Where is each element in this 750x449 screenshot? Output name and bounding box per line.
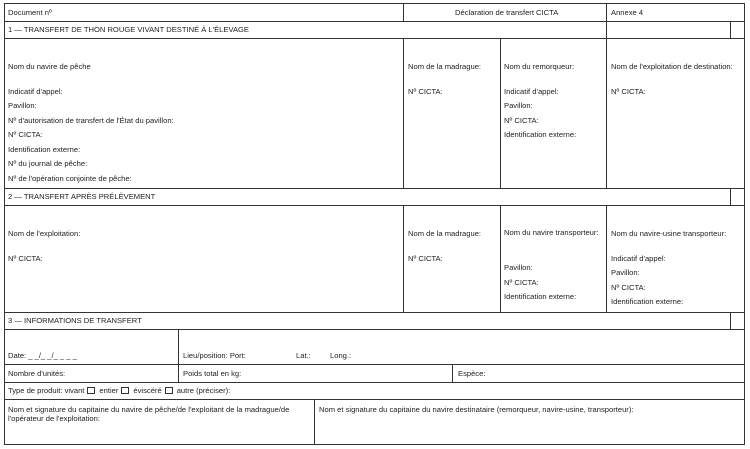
rule — [314, 399, 315, 445]
annex-label: Annexe 4 — [611, 8, 644, 17]
rule — [606, 3, 607, 38]
product-type-label: Type de produit: vivant — [8, 386, 85, 395]
iccat-number-label: Nº CICTA: — [8, 130, 43, 139]
transfer-date-field[interactable]: Date: _ _/_ _/_ _ _ _ — [8, 351, 77, 360]
rule — [4, 205, 745, 206]
live-checkbox[interactable] — [87, 387, 95, 394]
rule — [4, 188, 745, 189]
whole-option-label: entier — [99, 386, 119, 395]
rule — [730, 312, 731, 329]
number-of-units-field[interactable]: Nombre d'unités: — [8, 369, 66, 378]
trap-name-label: Nom de la madrague: — [408, 62, 482, 71]
gutted-checkbox[interactable] — [165, 387, 173, 394]
destination-farm-iccat-label: Nº CICTA: — [611, 87, 646, 96]
call-sign-label: Indicatif d'appel: — [8, 87, 63, 96]
section-2-heading: 2 — TRANSFERT APRÈS PRÉLÈVEMENT — [8, 192, 156, 201]
rule — [4, 329, 745, 330]
rule — [4, 382, 745, 383]
carrier-external-id-label: Identification externe: — [504, 292, 577, 301]
rule — [4, 21, 745, 22]
rule — [606, 38, 607, 188]
trap-iccat-label: Nº CICTA: — [408, 254, 443, 263]
joint-operation-label: Nº de l'opération conjointe de pêche: — [8, 174, 132, 183]
form-title: Déclaration de transfert CICTA — [455, 8, 559, 17]
vessel-name-label: Nom du navire de pêche — [8, 62, 91, 71]
trap-name-label: Nom de la madrague: — [408, 229, 482, 238]
product-type-row — [8, 386, 230, 395]
farm-iccat-label: Nº CICTA: — [8, 254, 43, 263]
logbook-number-label: Nº du journal de pêche: — [8, 159, 88, 168]
tug-name-label: Nom du remorqueur: — [504, 62, 575, 71]
factory-flag-label: Pavillon: — [611, 268, 640, 277]
rule — [4, 38, 745, 39]
sender-signature-field[interactable]: Nom et signature du capitaine du navire de pêche/de l'exploitant de la madrague/de l'opérateur de l'exploitation: — [8, 405, 290, 423]
whole-checkbox[interactable] — [121, 387, 129, 394]
other-option-label: autre (préciser): — [176, 386, 231, 395]
flag-label: Pavillon: — [8, 101, 37, 110]
carrier-flag-label: Pavillon: — [504, 263, 533, 272]
tug-call-sign-label: Indicatif d'appel: — [504, 87, 559, 96]
factory-external-id-label: Identification externe: — [611, 297, 684, 306]
receiver-signature-field[interactable]: Nom et signature du capitaine du navire destinataire (remorqueur, navire-usine, transporteur): — [319, 405, 634, 414]
longitude-field[interactable]: Long.: — [330, 351, 352, 360]
rule — [500, 38, 501, 188]
destination-farm-label: Nom de l'exploitation de destination: — [611, 62, 733, 71]
rule — [403, 3, 404, 21]
trap-iccat-label: Nº CICTA: — [408, 87, 443, 96]
external-id-label: Identification externe: — [8, 145, 81, 154]
tug-external-id-label: Identification externe: — [504, 130, 577, 139]
rule — [4, 364, 745, 365]
rule — [606, 205, 607, 312]
rule — [452, 364, 453, 382]
tug-iccat-label: Nº CICTA: — [504, 116, 539, 125]
rule — [4, 312, 745, 313]
factory-vessel-label: Nom du navire-usine transporteur: — [611, 229, 727, 238]
section-3-heading: 3 — INFORMATIONS DE TRANSFERT — [8, 316, 142, 325]
document-number-label: Document nº — [8, 8, 52, 17]
flag-authorization-label: Nº d'autorisation de transfert de l'État du pavillon: — [8, 116, 174, 125]
carrier-vessel-label: Nom du navire transporteur: — [504, 228, 599, 237]
tug-flag-label: Pavillon: — [504, 101, 533, 110]
farm-name-label: Nom de l'exploitation: — [8, 229, 81, 238]
rule — [403, 38, 404, 188]
rule — [4, 399, 745, 400]
factory-call-sign-label: Indicatif d'appel: — [611, 254, 666, 263]
location-port-field[interactable]: Lieu/position: Port: — [183, 351, 246, 360]
gutted-option-label: éviscéré — [133, 386, 162, 395]
factory-iccat-label: Nº CICTA: — [611, 283, 646, 292]
species-field[interactable]: Espèce: — [458, 369, 486, 378]
rule — [500, 205, 501, 312]
rule — [403, 205, 404, 312]
latitude-field[interactable]: Lat.: — [296, 351, 311, 360]
section-1-heading: 1 — TRANSFERT DE THON ROUGE VIVANT DESTINÉ À L'ÉLEVAGE — [8, 25, 249, 34]
rule — [178, 329, 179, 382]
carrier-iccat-label: Nº CICTA: — [504, 278, 539, 287]
rule — [730, 188, 731, 205]
rule — [730, 21, 731, 38]
total-weight-field[interactable]: Poids total en kg: — [183, 369, 242, 378]
